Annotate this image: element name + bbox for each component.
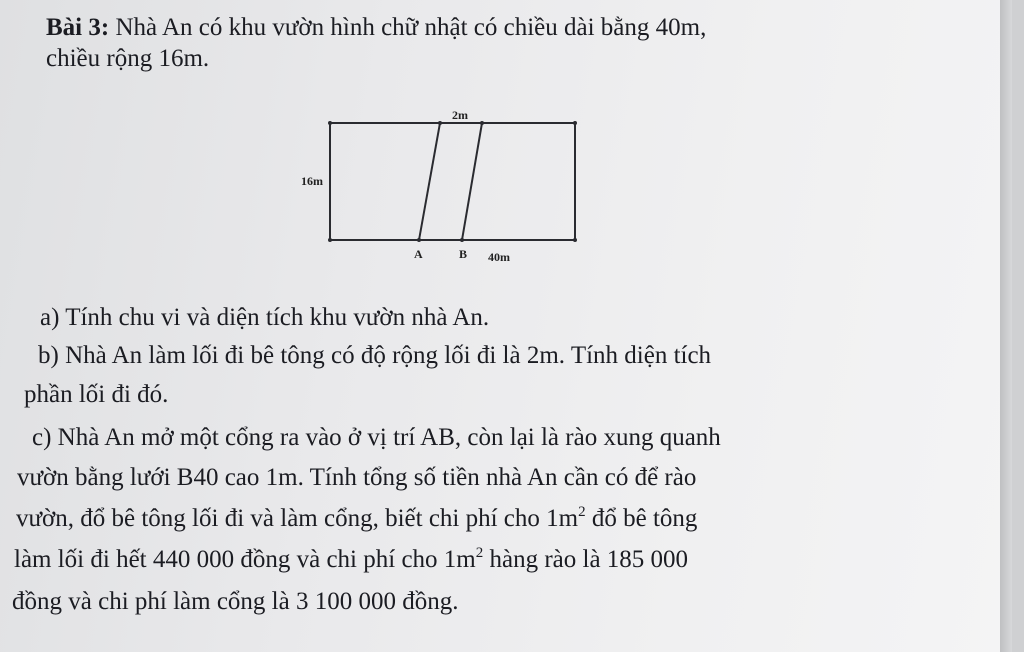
question-c-line-4 <box>14 545 688 575</box>
width-top-label: 2m <box>452 108 468 122</box>
length-bottom-label: 40m <box>488 250 510 264</box>
question-c-line-4-text: làm lối đi hết 440 000 đồng và chi phí cho 1m <box>14 546 476 573</box>
width-side-label: 16m <box>301 174 323 188</box>
page-edge <box>1000 0 1012 652</box>
question-c-line-3-text: vườn, đổ bê tông lối đi và làm cổng, biết chi phí cho 1m <box>16 505 579 532</box>
problem-intro-line-2: chiều rộng 16m. <box>46 45 210 72</box>
question-c-line-5: đồng và chi phí làm cổng là 3 100 000 đồng. <box>12 588 459 615</box>
question-c-line-2: vườn bằng lưới B40 cao 1m. Tính tổng số tiền nhà An cần có để rào <box>17 464 697 491</box>
problem-intro-text: Nhà An có khu vườn hình chữ nhật có chiều dài bằng 40m, <box>115 14 707 41</box>
question-a: a) Tính chu vi và diện tích khu vườn nhà An. <box>40 304 490 331</box>
point-b-label: B <box>459 247 468 261</box>
question-c-line-1: c) Nhà An mở một cổng ra vào ở vị trí AB, còn lại là rào xung quanh <box>32 424 721 451</box>
path-left-edge <box>419 123 440 240</box>
square-exponent: 2 <box>578 503 586 520</box>
question-b-line-2: phần lối đi đó. <box>24 381 169 408</box>
square-exponent: 2 <box>475 544 484 561</box>
point-a-label: A <box>414 247 423 261</box>
question-c-line-3-tail: đổ bê tông <box>585 505 698 532</box>
problem-label: Bài 3: <box>46 14 110 41</box>
question-c-line-3 <box>16 504 697 534</box>
garden-rectangle <box>330 123 575 240</box>
garden-diagram <box>290 100 600 270</box>
question-b-line-1: b) Nhà An làm lối đi bê tông có độ rộng lối đi là 2m. Tính diện tích <box>38 342 712 369</box>
path-right-edge <box>462 123 482 240</box>
question-c-line-4-tail: hàng rào là 185 000 <box>483 546 689 573</box>
problem-intro-line-1 <box>46 13 706 43</box>
